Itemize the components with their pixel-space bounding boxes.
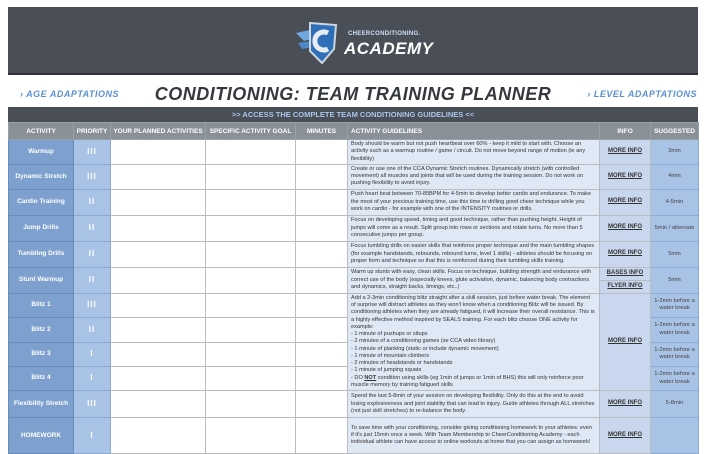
info-cell	[600, 241, 651, 267]
blitz-guideline	[348, 293, 600, 390]
suggested-time: 3min	[651, 140, 699, 165]
flyer-info-link[interactable]: FLYER INFO	[607, 282, 643, 289]
minutes-input[interactable]	[296, 215, 348, 241]
blitz-example-item: - 1 minute of mountain climbers	[351, 352, 430, 359]
activity-name: Cardio Training	[9, 189, 74, 215]
info-cell	[600, 215, 651, 241]
header-banner	[8, 7, 698, 75]
page-title: CONDITIONING: TEAM TRAINING PLANNER	[154, 84, 552, 104]
activity-goal-input[interactable]	[206, 318, 296, 342]
activity-goal-input[interactable]	[206, 267, 296, 293]
priority: III	[74, 140, 111, 165]
info-cell	[600, 267, 651, 293]
academy-logo	[288, 17, 438, 67]
more-info-link[interactable]: MORE INFO	[608, 224, 642, 231]
planned-activity-input[interactable]	[111, 342, 206, 366]
planned-activity-input[interactable]	[111, 241, 206, 267]
activity-goal-input[interactable]	[206, 215, 296, 241]
activity-goal-input[interactable]	[206, 342, 296, 366]
planned-activity-input[interactable]	[111, 391, 206, 418]
minutes-input[interactable]	[296, 391, 348, 418]
table-header-row	[9, 123, 699, 140]
brand-big: ACADEMY	[344, 39, 434, 58]
activity-guideline: Body should be warm but not push heartbeat over 60% - keep it mild to start with. Choose an activity such as a warmup routine / game / circuit. Do not move beyond range of motion (ie any flexibility)	[348, 140, 600, 165]
activity-guideline: Create or use one of the CCA Dynamic Stretch routines. Dynamically stretch (with controlled movement) all muscles and joints that will be used during the training session. Do not work on pushing flexibility to avoid injury.	[348, 164, 600, 189]
planned-activity-input[interactable]	[111, 293, 206, 317]
activity-name: Warmup	[9, 140, 74, 165]
activity-name: Blitz 4	[9, 366, 74, 390]
more-info-link[interactable]: MORE INFO	[608, 148, 642, 154]
suggested-time	[651, 418, 699, 454]
priority: II	[74, 215, 111, 241]
table-row	[9, 215, 699, 241]
activity-goal-input[interactable]	[206, 366, 296, 390]
table-row	[9, 391, 699, 418]
table-row	[9, 189, 699, 215]
info-cell	[600, 164, 651, 189]
priority: I	[74, 366, 111, 390]
activity-goal-input[interactable]	[206, 140, 296, 165]
minutes-input[interactable]	[296, 318, 348, 342]
activity-name: Stunt Warmup	[9, 267, 74, 293]
planned-activity-input[interactable]	[111, 318, 206, 342]
activity-guideline: Push heart beat between 70-85BPM for 4-5min to develop better cardio and endurance. To make the most of your precious training time, use this time to drilling good cheer technique while you work on cardio - for example with one of the INTENSITY routines or drills.	[348, 189, 600, 215]
activity-guideline: Warm up stunts with easy, clean skills. Focus on technique, building strength and endurance with correct use of the body (especially knees, glute activation, dynamic, balancing body contractions and dynamics, straight backs, timings, etc..)	[348, 267, 600, 293]
bases-info-link[interactable]: BASES INFO	[600, 268, 650, 281]
info-cell	[600, 418, 651, 454]
info-cell	[600, 293, 651, 390]
planned-activity-input[interactable]	[111, 366, 206, 390]
priority: I	[74, 342, 111, 366]
priority: III	[74, 293, 111, 317]
planned-activity-input[interactable]	[111, 267, 206, 293]
blitz-example-item: - 1 minute of jumping squats	[351, 367, 422, 374]
more-info-link[interactable]: MORE INFO	[608, 400, 642, 407]
activity-goal-input[interactable]	[206, 189, 296, 215]
table-row	[9, 267, 699, 293]
info-cell	[600, 391, 651, 418]
planned-activity-input[interactable]	[111, 189, 206, 215]
activity-name: Jump Drills	[9, 215, 74, 241]
blitz-warning-pre: - DO	[351, 374, 365, 381]
priority: II	[74, 267, 111, 293]
more-info-link[interactable]: MORE INFO	[608, 250, 642, 257]
minutes-input[interactable]	[296, 267, 348, 293]
suggested-time: 1-2min before a water break	[651, 342, 699, 366]
table-row	[9, 241, 699, 267]
col-minutes: MINUTES	[296, 123, 348, 140]
suggested-time: 1-2min before a water break	[651, 366, 699, 390]
suggested-time: 5min	[651, 241, 699, 267]
activity-goal-input[interactable]	[206, 418, 296, 454]
blitz-example-item: - 1 minute of pushups or situps	[351, 331, 428, 338]
minutes-input[interactable]	[296, 189, 348, 215]
blitz-example-item: - 1 minute of planking (static or include dynamic movement)	[351, 345, 499, 352]
activity-name: Blitz 1	[9, 293, 74, 317]
activity-name: Flexibility Stretch	[9, 391, 74, 418]
blitz-warning: condition using skills (eg 1min of jumps or 1min of BHS) this will only reinforce poor muscle memory by training fatigued skills	[351, 374, 584, 388]
table-row	[9, 293, 699, 317]
minutes-input[interactable]	[296, 342, 348, 366]
col-guidelines: ACTIVITY GUIDELINES	[348, 123, 600, 140]
info-cell	[600, 189, 651, 215]
activity-guideline: To save time with your conditioning, consider giving conditioning homework to your athletes: even if it's just 15min once a week. With Team Membership to CheerConditioning Academy - each individual athlete can have access to online workouts at home that you can assign as homework!	[348, 418, 600, 454]
more-info-link[interactable]: MORE INFO	[608, 338, 642, 345]
shield-c-logo-icon	[294, 19, 340, 65]
blitz-intro: Add a 2-3min conditioning blitz straight after a skill session, just before water break. The element of surprise will distract athletes as they won't know when a conditioning Blitz will be issued. By conditioning athletes when they are already fatigued, it will increase their overall resistance. This is a highly effective method inspired by SEALS training. For each blitz choose ONE activity for example:	[351, 294, 595, 330]
more-info-link[interactable]: MORE INFO	[608, 172, 642, 179]
activity-name: Blitz 3	[9, 342, 74, 366]
activity-goal-input[interactable]	[206, 164, 296, 189]
activity-goal-input[interactable]	[206, 241, 296, 267]
col-activity: ACTIVITY	[9, 123, 74, 140]
minutes-input[interactable]	[296, 293, 348, 317]
col-suggested: SUGGESTED	[651, 123, 699, 140]
activity-name: Tumbling Drills	[9, 241, 74, 267]
table-row	[9, 418, 699, 454]
col-info: INFO	[600, 123, 651, 140]
planned-activity-input[interactable]	[111, 215, 206, 241]
minutes-input[interactable]	[296, 164, 348, 189]
planner-table	[8, 122, 699, 454]
activity-guideline: Focus on developing speed, timing and good technique, rather than pushing height. Height of jumps will come as a result. Split group into rows or sections and rotate turns. No more than 5 consecutive jumps per group.	[348, 215, 600, 241]
table-row	[9, 164, 699, 189]
priority: III	[74, 391, 111, 418]
planned-activity-input[interactable]	[111, 164, 206, 189]
priority: II	[74, 189, 111, 215]
more-info-link[interactable]: MORE INFO	[608, 198, 642, 205]
col-goal: SPECIFIC ACTIVITY GOAL	[206, 123, 296, 140]
activity-guideline: Spend the last 5-8min of your session on developing flexibility. Only do this at the end to avoid losing explosiveness and joint stability that can lead to injury. Guide athletes through ALL stretches (not just skill stretches) to re-balance the body.	[348, 391, 600, 418]
planned-activity-input[interactable]	[111, 140, 206, 165]
blitz-example-item: - 2 minutes of headstands or handstands	[351, 360, 453, 367]
minutes-input[interactable]	[296, 140, 348, 165]
activity-name: HOMEWORK	[9, 418, 74, 454]
brand-small: CHEERCONDITIONING.	[348, 31, 421, 37]
more-info-link[interactable]: MORE INFO	[608, 431, 642, 438]
minutes-input[interactable]	[296, 366, 348, 390]
suggested-time: 5min / alternate	[651, 215, 699, 241]
suggested-time: 4min	[651, 164, 699, 189]
blitz-example-item: - 2 minutes of a conditioning games (se CCA video library)	[351, 338, 496, 345]
minutes-input[interactable]	[296, 241, 348, 267]
activity-guideline: Focus tumbling drills on easier skills that reinforce proper technique and the main tumbling shapes (for example handstands, rebounds, rebound turns, level 1 skills) - athletes should be focusing on proper form and technique so that this is reinforced during their tumbling skills training.	[348, 241, 600, 267]
priority: III	[74, 164, 111, 189]
table-row	[9, 140, 699, 165]
age-adaptations-link[interactable]: › AGE ADAPTATIONS	[20, 89, 119, 99]
blitz-warning-not: NOT	[364, 374, 377, 381]
col-priority: PRIORITY	[74, 123, 111, 140]
activity-goal-input[interactable]	[206, 391, 296, 418]
suggested-time: 1-2min before a water break	[651, 318, 699, 342]
suggested-time: 4-5min	[651, 189, 699, 215]
planned-activity-input[interactable]	[111, 418, 206, 454]
minutes-input[interactable]	[296, 418, 348, 454]
activity-goal-input[interactable]	[206, 293, 296, 317]
col-planned: YOUR PLANNED ACTIVITIES	[111, 123, 206, 140]
suggested-time: 1-2min before a water break	[651, 293, 699, 317]
suggested-time: 5-8min	[651, 391, 699, 418]
suggested-time: 5min	[651, 267, 699, 293]
activity-name: Dynamic Stretch	[9, 164, 74, 189]
level-adaptations-link[interactable]: › LEVEL ADAPTATIONS	[587, 89, 697, 99]
priority: II	[74, 318, 111, 342]
activity-name: Blitz 2	[9, 318, 74, 342]
access-guidelines-link[interactable]: >> ACCESS THE COMPLETE TEAM CONDITIONING GUIDELINES <<	[8, 107, 698, 122]
priority: II	[74, 241, 111, 267]
priority: I	[74, 418, 111, 454]
info-cell	[600, 140, 651, 165]
